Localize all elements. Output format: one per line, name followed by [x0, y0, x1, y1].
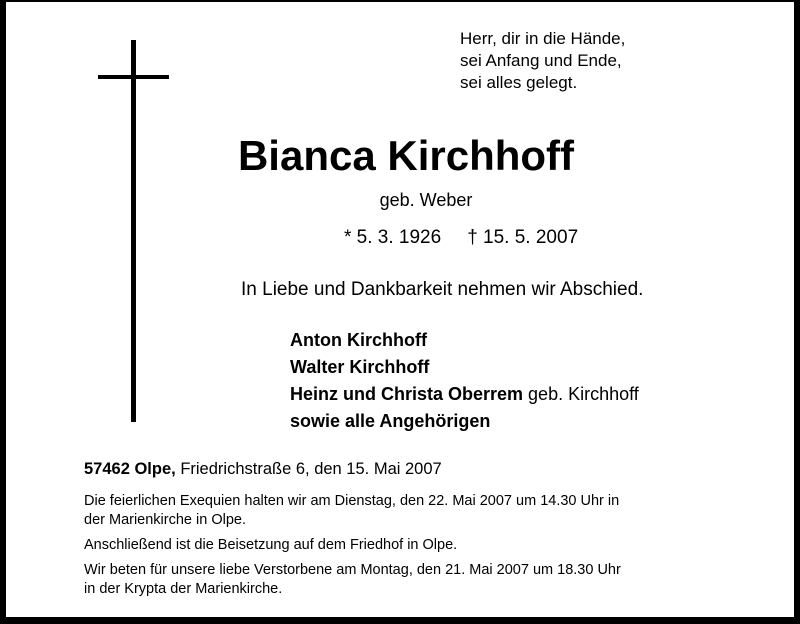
cross-vertical-beam: [131, 40, 136, 422]
mourner-row: [290, 327, 639, 354]
verse-line-2: sei Anfang und Ende,: [460, 51, 622, 70]
address-date: Friedrichstraße 6, den 15. Mai 2007: [175, 460, 442, 478]
mourner-name: Anton Kirchhoff: [290, 330, 427, 350]
cross-horizontal-beam: [98, 75, 169, 79]
mourner-name: sowie alle Angehörigen: [290, 411, 491, 431]
mourner-suffix: geb. Kirchhoff: [523, 384, 639, 404]
death-date: † 15. 5. 2007: [467, 227, 579, 248]
requiem-note: [84, 492, 621, 530]
note-line: Wir beten für unsere liebe Verstorbene am Montag, den 21. Mai 2007 um 18.30 Uhr: [84, 562, 621, 578]
mourner-name: Walter Kirchhoff: [290, 357, 430, 377]
mourner-row: [290, 354, 639, 381]
mourners-list: [290, 327, 639, 435]
note-line: Anschließend ist die Beisetzung auf dem Friedhof in Olpe.: [84, 537, 458, 553]
deceased-name: Bianca Kirchhoff: [237, 132, 575, 179]
verse-line-3: sei alles gelegt.: [460, 73, 578, 92]
service-notes: [84, 492, 621, 605]
note-line: in der Krypta der Marienkirche.: [84, 581, 283, 597]
maiden-name: geb. Weber: [379, 190, 473, 210]
mourner-row: [290, 408, 639, 435]
prayer-note: [84, 561, 621, 599]
place-date-line: [84, 458, 442, 480]
life-dates: [344, 225, 578, 251]
note-line: der Marienkirche in Olpe.: [84, 512, 246, 528]
note-line: Die feierlichen Exequien halten wir am Dienstag, den 22. Mai 2007 um 14.30 Uhr in: [84, 493, 620, 509]
mourner-row: [290, 381, 639, 408]
verse-line-1: Herr, dir in die Hände,: [460, 29, 626, 48]
bible-verse: [460, 28, 625, 94]
postal-town: 57462 Olpe,: [84, 460, 176, 478]
farewell-line: In Liebe und Dankbarkeit nehmen wir Abschied.: [241, 279, 644, 300]
mourner-name: Heinz und Christa Oberrem: [290, 384, 524, 404]
burial-note: [84, 536, 621, 555]
birth-date: * 5. 3. 1926: [344, 227, 442, 248]
